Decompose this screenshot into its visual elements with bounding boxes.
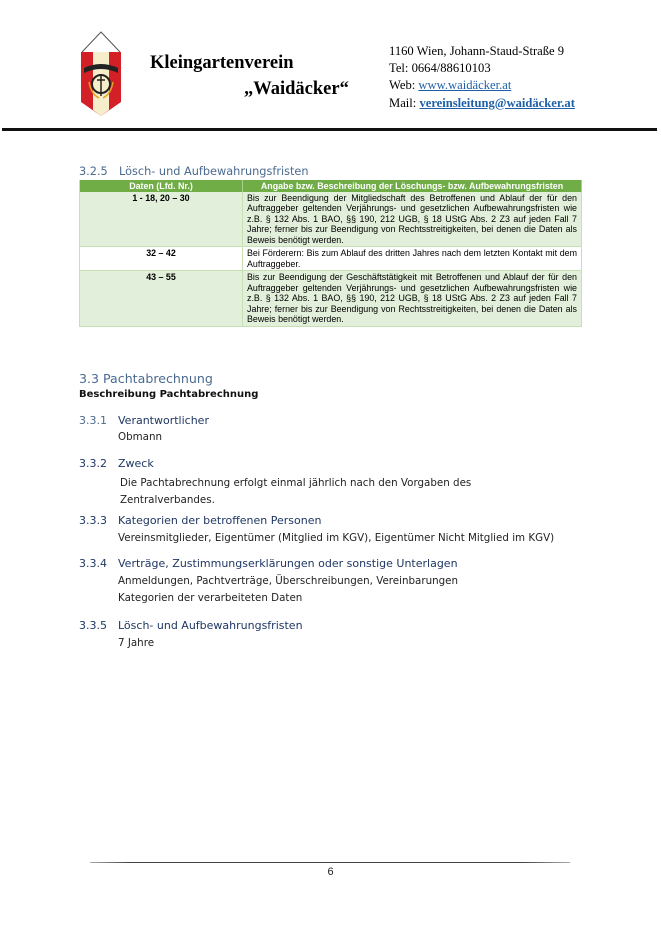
- contact-block: [389, 43, 575, 112]
- row-description: Bis zur Beendigung der Mitgliedschaft des Betroffenen und Ablauf der für den Auftraggeber geltenden Verjährungs- und gesetzlichen Aufbewahrungsfristen wie z.B. § 132 Abs. 1 BAO, §§ 190, 212 UGB, § 18 UStG Abs. 2 Z3 auf jeden Fall 7 Jahre; ferner bis zur Beendigung von Rechtsstreitigkeiten, bei denen die Daten als Beweis benötigt werden.: [243, 192, 582, 247]
- table-header-row: [80, 180, 582, 192]
- tel-label: Tel:: [389, 61, 412, 76]
- section-heading-3-2-5: 3.2.5 Lösch- und Aufbewahrungsfristen: [79, 165, 309, 178]
- website-link[interactable]: www.waidäcker.at: [418, 78, 512, 93]
- pennant-logo-icon: [78, 30, 124, 118]
- row-data-nr: 1 - 18, 20 – 30: [80, 192, 243, 247]
- column-header-data-nr: Daten (Lfd. Nr.): [80, 180, 243, 192]
- table-row: [80, 192, 582, 247]
- subsection-heading-3-3-4: 3.3.4 Verträge, Zustimmungserklärungen oder sonstige Unterlagen: [79, 557, 458, 570]
- subsection-text-3-3-2: Die Pachtabrechnung erfolgt einmal jährlich nach den Vorgaben des Zentralverbandes.: [120, 477, 472, 506]
- section-heading-3-3: 3.3 Pachtabrechnung: [79, 371, 213, 386]
- retention-table: [79, 180, 582, 327]
- email-link[interactable]: vereinsleitung@waidäcker.at: [419, 95, 575, 110]
- website: [389, 77, 575, 94]
- section-description-heading: Beschreibung Pachtabrechnung: [79, 389, 259, 400]
- row-data-nr: 32 – 42: [80, 247, 243, 271]
- org-name-line1: Kleingartenverein: [150, 53, 294, 73]
- subsection-heading-3-3-3: 3.3.3 Kategorien der betroffenen Personen: [79, 514, 322, 527]
- subsection-text-3-3-4: Anmeldungen, Pachtverträge, Überschreibungen, Vereinbarungen Kategorien der verarbeiteten Daten: [118, 575, 459, 604]
- header-divider: [2, 128, 657, 131]
- row-description: Bei Förderern: Bis zum Ablauf des dritten Jahres nach dem letzten Kontakt mit dem Auftraggeber.: [243, 247, 582, 271]
- table-row: [80, 247, 582, 271]
- org-name-line2: „Waidäcker“: [244, 79, 349, 99]
- tel-number: 0664/88610103: [411, 61, 491, 76]
- footer-divider: [90, 862, 570, 863]
- subsection-text-3-3-1: Obmann: [118, 431, 163, 443]
- subsection-heading-3-3-2: 3.3.2 Zweck: [79, 457, 154, 470]
- table-row: [80, 271, 582, 327]
- row-data-nr: 43 – 55: [80, 271, 243, 327]
- mail-label: Mail:: [389, 95, 420, 110]
- page-number: 6: [327, 866, 334, 878]
- organization-name: [150, 52, 349, 100]
- email: [389, 95, 575, 112]
- subsection-text-3-3-3: Vereinsmitglieder, Eigentümer (Mitglied im KGV), Eigentümer Nicht Mitglied im KGV): [118, 532, 555, 544]
- column-header-description: Angabe bzw. Beschreibung der Löschungs- bzw. Aufbewahrungsfristen: [243, 180, 582, 192]
- address: 1160 Wien, Johann-Staud-Straße 9: [389, 44, 565, 58]
- subsection-heading-3-3-1: 3.3.1 Verantwortlicher: [79, 414, 209, 427]
- telephone: [389, 60, 575, 77]
- subsection-text-3-3-5: 7 Jahre: [118, 637, 155, 649]
- row-description: Bis zur Beendigung der Geschäftstätigkeit mit Betroffenen und Ablauf der für den Auftraggeber geltenden Verjährungs- und gesetzlichen Aufbewahrungsfristen wie z.B. § 132 Abs. 1 BAO, §§ 190, 212 UGB, § 18 UStG Abs. 2 Z3 auf jeden Fall 7 Jahre; ferner bis zur Beendigung von Rechtsstreitigkeiten, bei denen die Daten als Beweis benötigt werden.: [243, 271, 582, 327]
- subsection-heading-3-3-5: 3.3.5 Lösch- und Aufbewahrungsfristen: [79, 619, 303, 632]
- web-label: Web:: [389, 78, 419, 93]
